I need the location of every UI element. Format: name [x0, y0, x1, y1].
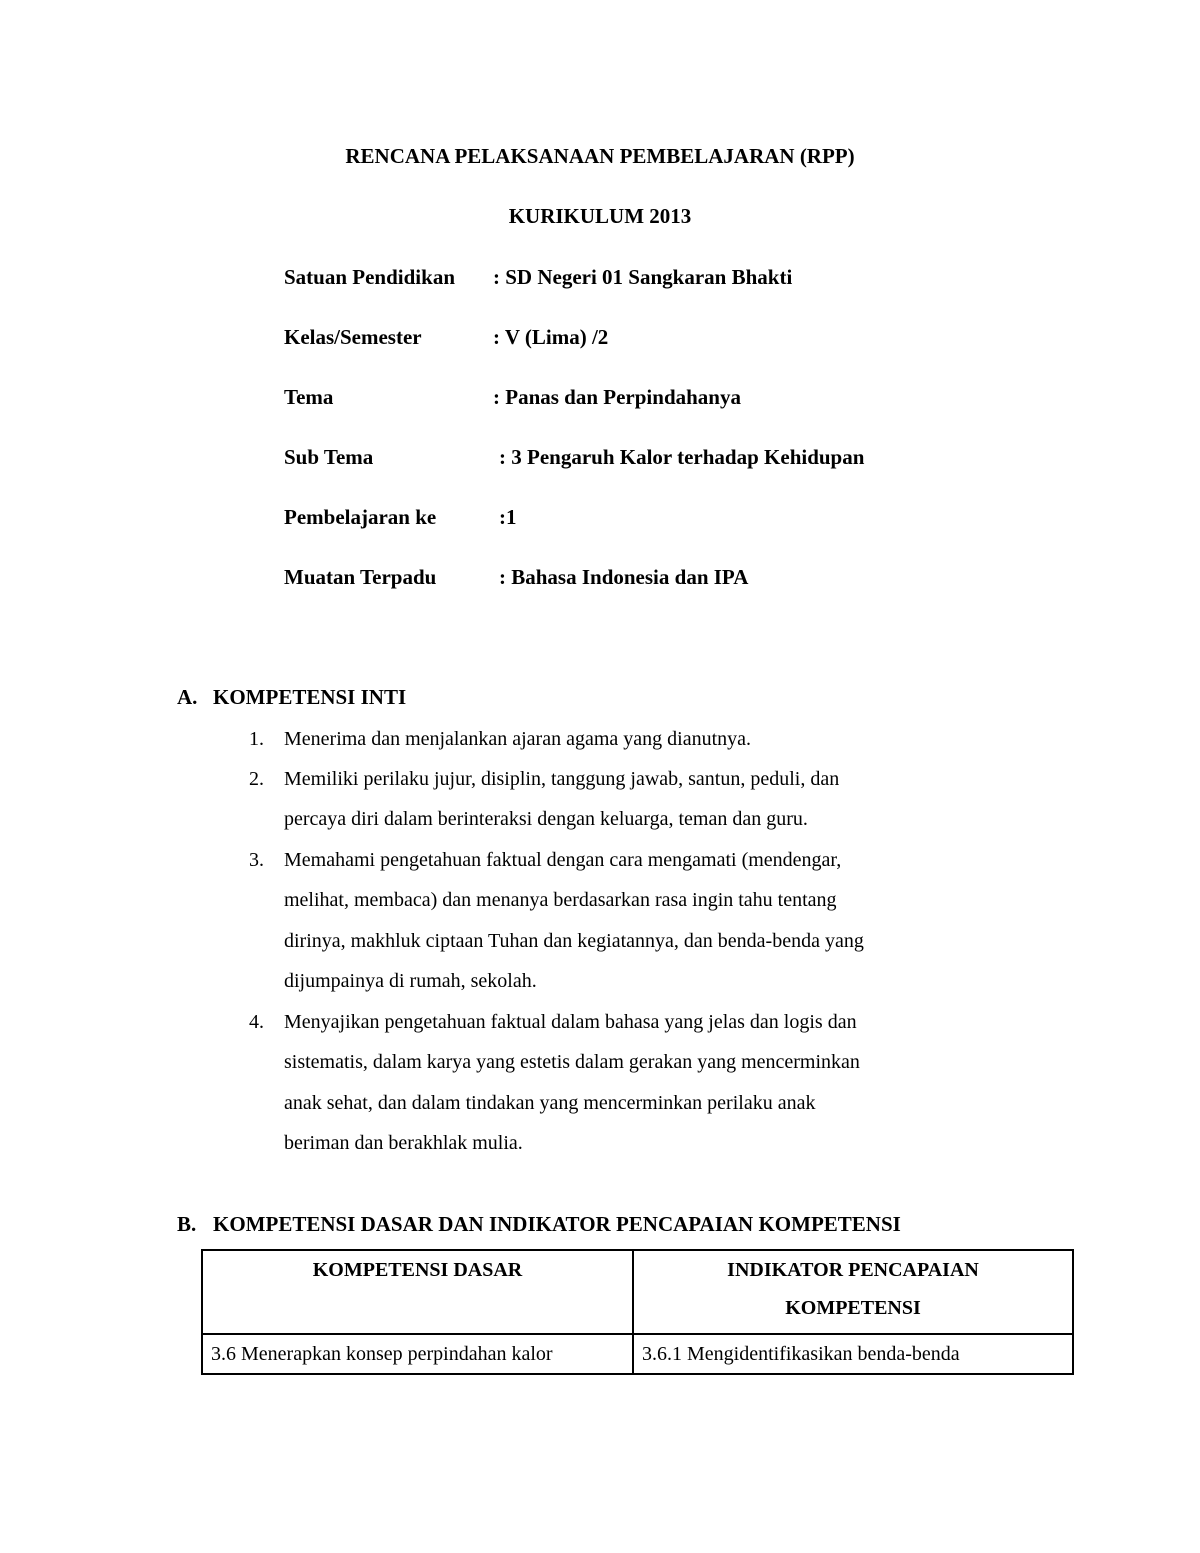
table-header-indikator-line: KOMPETENSI — [785, 1297, 921, 1319]
ki-item-3-line: dijumpainya di rumah, sekolah. — [284, 970, 537, 992]
ki-item-4-line: beriman dan berakhlak mulia. — [284, 1132, 523, 1154]
meta-label-subtema: Sub Tema — [284, 445, 374, 469]
table-cell-indikator: 3.6.1 Mengidentifikasikan benda-benda — [633, 1334, 1073, 1374]
ki-item-4-line: sistematis, dalam karya yang estetis dalam gerakan yang mencerminkan — [284, 1051, 860, 1073]
section-a-marker: A. — [177, 685, 198, 709]
table-header-kd: KOMPETENSI DASAR — [202, 1250, 633, 1334]
table-cell-kd: 3.6 Menerapkan konsep perpindahan kalor — [202, 1334, 633, 1374]
ki-item-2-line: percaya diri dalam berinteraksi dengan keluarga, teman dan guru. — [284, 808, 808, 830]
table-header-indikator-line: INDIKATOR PENCAPAIAN — [727, 1259, 979, 1281]
meta-label-tema: Tema — [284, 385, 334, 409]
meta-value-tema: : Panas dan Perpindahanya — [493, 385, 741, 409]
ki-item-number: 1. — [249, 728, 264, 750]
document-subtitle: KURIKULUM 2013 — [508, 204, 692, 228]
meta-value-muatan: : Bahasa Indonesia dan IPA — [499, 565, 749, 589]
meta-value-pembelajaran: :1 — [499, 505, 517, 529]
meta-label-pembelajaran: Pembelajaran ke — [284, 505, 437, 529]
meta-value-satuan: : SD Negeri 01 Sangkaran Bhakti — [493, 265, 793, 289]
document-title: RENCANA PELAKSANAAN PEMBELAJARAN (RPP) — [345, 144, 855, 168]
ki-item-3-line: melihat, membaca) dan menanya berdasarkan rasa ingin tahu tentang — [284, 889, 837, 911]
table-header-indikator — [633, 1250, 1073, 1334]
section-a-title: KOMPETENSI INTI — [213, 685, 407, 709]
ki-item-3-line: dirinya, makhluk ciptaan Tuhan dan kegiatannya, dan benda-benda yang — [284, 930, 864, 952]
meta-label-kelas: Kelas/Semester — [284, 325, 422, 349]
meta-value-kelas: : V (Lima) /2 — [493, 325, 609, 349]
ki-item-4-line: anak sehat, dan dalam tindakan yang mencerminkan perilaku anak — [284, 1092, 816, 1114]
ki-item-number: 3. — [249, 849, 264, 871]
meta-value-subtema: : 3 Pengaruh Kalor terhadap Kehidupan — [499, 445, 865, 469]
ki-item-number: 4. — [249, 1011, 264, 1033]
ki-item-1-line: Menerima dan menjalankan ajaran agama yang dianutnya. — [284, 728, 752, 750]
ki-item-4-line: Menyajikan pengetahuan faktual dalam bahasa yang jelas dan logis dan — [284, 1011, 857, 1033]
table-header-row — [202, 1250, 1073, 1334]
table-row — [202, 1334, 1073, 1374]
meta-label-muatan: Muatan Terpadu — [284, 565, 437, 589]
section-b-marker: B. — [177, 1212, 197, 1236]
ki-item-3-line: Memahami pengetahuan faktual dengan cara mengamati (mendengar, — [284, 849, 842, 871]
ki-item-2-line: Memiliki perilaku jujur, disiplin, tanggung jawab, santun, peduli, dan — [284, 768, 840, 790]
section-b-title: KOMPETENSI DASAR DAN INDIKATOR PENCAPAIAN KOMPETENSI — [213, 1212, 901, 1236]
ki-item-number: 2. — [249, 768, 264, 790]
kompetensi-table — [201, 1249, 1074, 1375]
meta-label-satuan: Satuan Pendidikan — [284, 265, 455, 289]
